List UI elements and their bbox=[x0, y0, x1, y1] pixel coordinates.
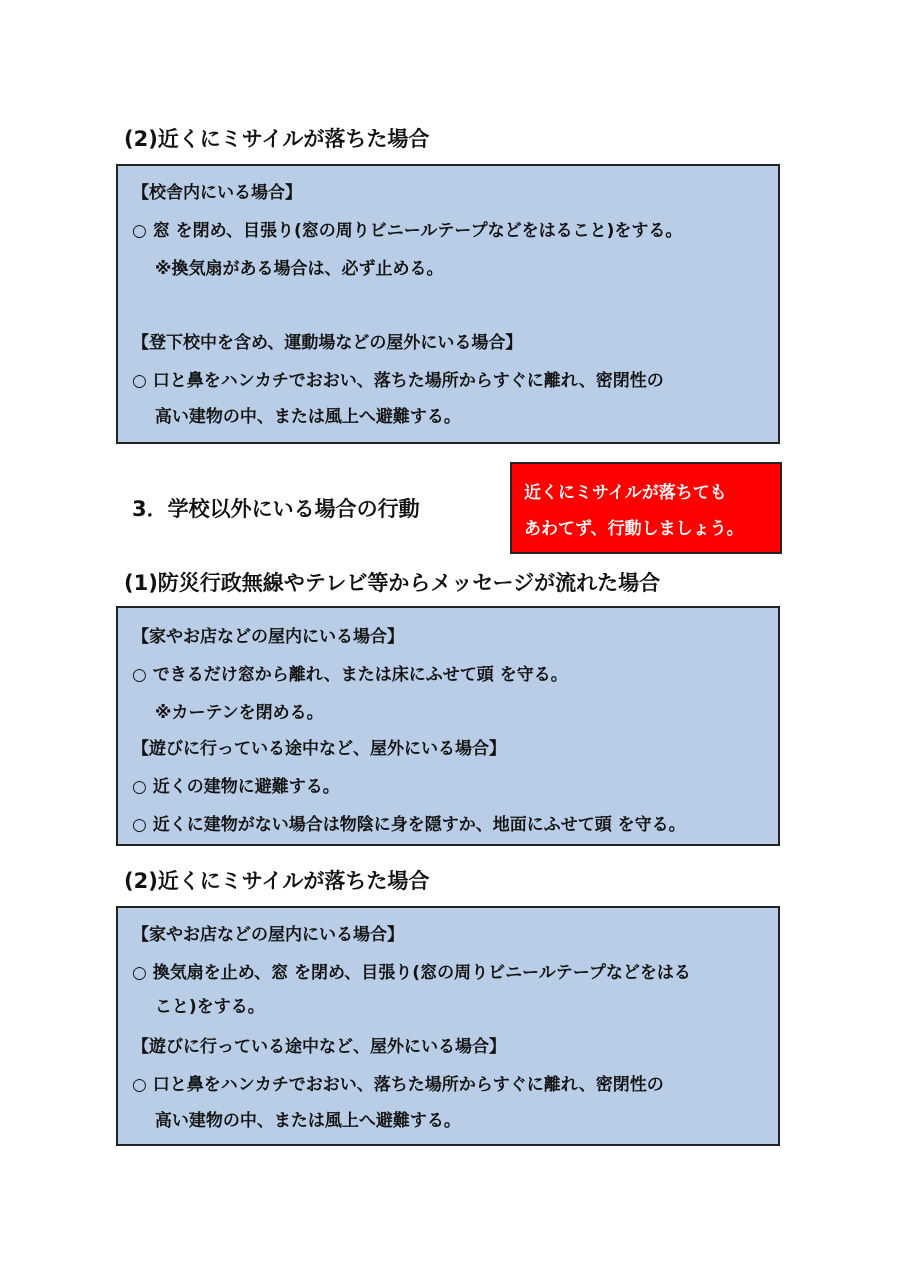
instruction-line: ○ 近くに建物がない場合は物陰に身を隠すか、地面にふせて頭 を守る。 bbox=[132, 815, 686, 835]
section-heading: (2)近くにミサイルが落ちた場合 bbox=[124, 869, 430, 893]
callout-line: 近くにミサイルが落ちても bbox=[524, 483, 727, 503]
outside-landing-box bbox=[116, 906, 780, 1146]
note-line: ※換気扇がある場合は、必ず止める。 bbox=[132, 259, 444, 279]
instruction-line: ○ できるだけ窓から離れ、または床にふせて頭 を守る。 bbox=[132, 665, 568, 685]
category-label: 【登下校中を含め、運動場などの屋外にいる場合】 bbox=[132, 333, 523, 353]
broadcast-box bbox=[116, 606, 780, 846]
category-label: 【遊びに行っている途中など、屋外にいる場合】 bbox=[132, 739, 506, 759]
category-label: 【家やお店などの屋内にいる場合】 bbox=[132, 925, 404, 945]
instruction-line: ○ 窓 を閉め、目張り(窓の周りビニールテープなどをはること)をする。 bbox=[132, 221, 683, 241]
instruction-line: ○ 口と鼻をハンカチでおおい、落ちた場所からすぐに離れ、密閉性の bbox=[132, 371, 664, 391]
instruction-line: こと)をする。 bbox=[132, 997, 265, 1017]
instruction-line: 高い建物の中、または風上へ避難する。 bbox=[132, 1111, 461, 1131]
section-heading: 3．学校以外にいる場合の行動 bbox=[132, 497, 420, 521]
instruction-line: ○ 近くの建物に避難する。 bbox=[132, 777, 340, 797]
instruction-line: ○ 口と鼻をハンカチでおおい、落ちた場所からすぐに離れ、密閉性の bbox=[132, 1075, 664, 1095]
warning-callout bbox=[510, 462, 782, 554]
instruction-line: 高い建物の中、または風上へ避難する。 bbox=[132, 407, 461, 427]
category-label: 【遊びに行っている途中など、屋外にいる場合】 bbox=[132, 1037, 506, 1057]
category-label: 【校舎内にいる場合】 bbox=[132, 183, 302, 203]
section-heading: (2)近くにミサイルが落ちた場合 bbox=[124, 127, 430, 151]
callout-line: あわてず、行動しましょう。 bbox=[524, 519, 744, 539]
note-line: ※カーテンを閉める。 bbox=[132, 703, 324, 723]
instruction-line: ○ 換気扇を止め、窓 を閉め、目張り(窓の周りビニールテープなどをはる bbox=[132, 963, 691, 983]
section-heading: (1)防災行政無線やテレビ等からメッセージが流れた場合 bbox=[124, 571, 661, 595]
school-landing-box bbox=[116, 164, 780, 444]
category-label: 【家やお店などの屋内にいる場合】 bbox=[132, 627, 404, 647]
